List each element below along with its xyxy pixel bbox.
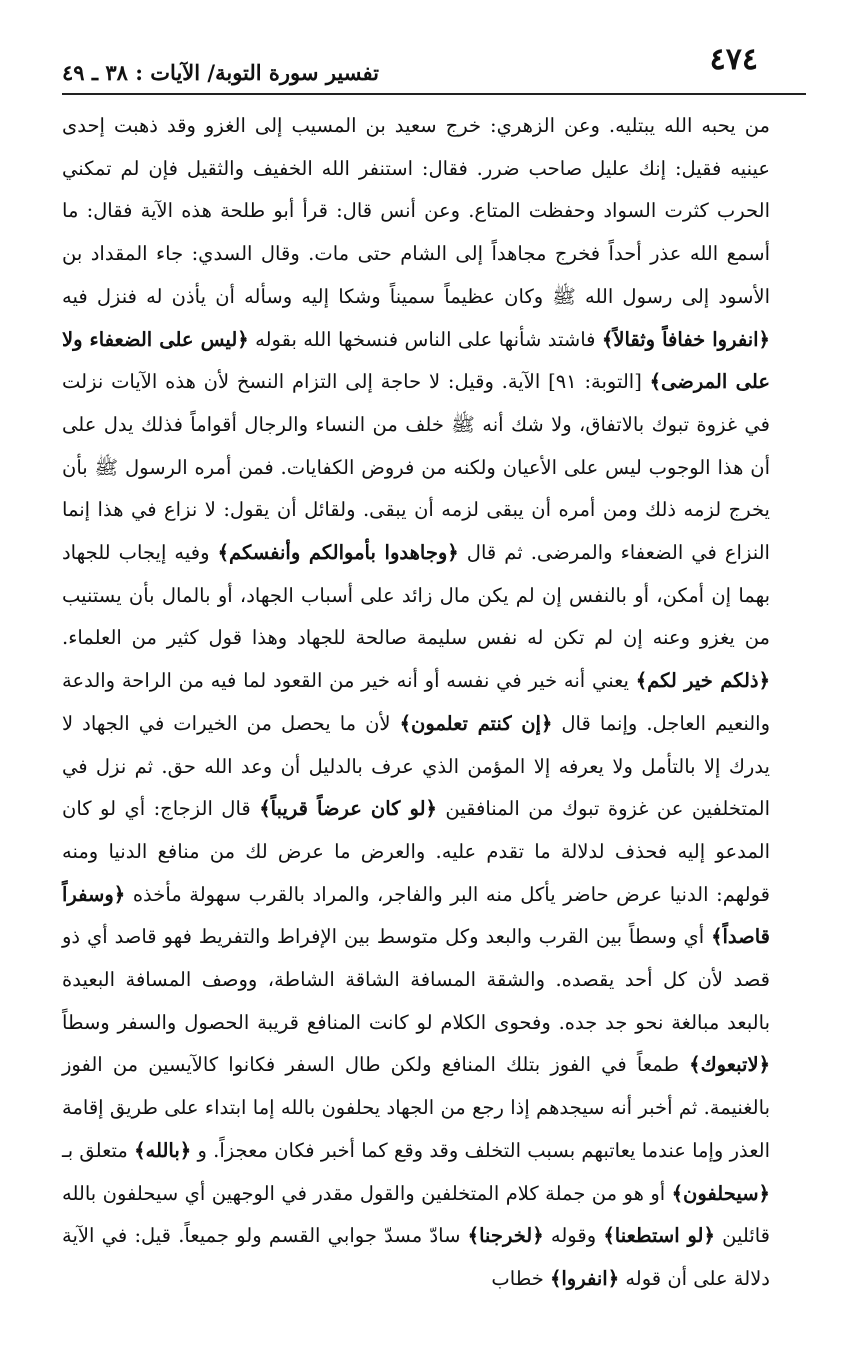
quran-quote: ﴿لو كان عرضاً قريباً﴾ <box>259 797 437 821</box>
header-divider <box>62 93 806 95</box>
quran-quote: ﴿انفروا﴾ <box>549 1266 620 1290</box>
page-number: ٤٧٤ <box>709 42 758 77</box>
text-segment: وفيه إيجاب للجهاد بهما إن أمكن، أو بالنفس إن لم يكن مال زائد على أسباب الجهاد، أو بالمال بأن يستنيب من يغزو وعنه إن لم تكن له نفس سليمة صالحة للجهاد وهذا قول كثير من العلماء. <box>62 541 770 650</box>
running-title: تفسير سورة التوبة/ الآيات : ٣٨ ـ ٤٩ <box>62 60 379 85</box>
text-segment: أو هو من جملة كلام المتخلفين والقول مقدر في الوجهين أي سيحلفون بالله قائلين <box>62 1181 771 1248</box>
text-segment: خطاب <box>491 1266 550 1290</box>
text-segment: فاشتد شأنها على الناس فنسخها الله بقوله <box>248 327 602 351</box>
text-segment: طمعاً في الفوز بتلك المنافع ولكن طال السفر فكانوا كالآيسين من الفوز بالغنيمة. ثم أخبر أنه سيجدهم إذا رجع من الجهاد يحلفون بالله إما ابتداء على طريق إقامة العذر وإما عندما يعاتبهم بسبب التخلف وقد وقع كما أخبر فكان معجزاً. و <box>62 1053 771 1162</box>
quran-quote: ﴿إن كنتم تعلمون﴾ <box>399 711 553 735</box>
quran-quote: ﴿ليس على الضعفاء ولا على المرضى﴾ <box>62 327 770 394</box>
quran-quote: ﴿وسفراً قاصداً﴾ <box>62 882 770 949</box>
quran-quote: ﴿ذلكم خير لكم﴾ <box>635 669 770 693</box>
quran-quote: ﴿بالله﴾ <box>134 1138 192 1162</box>
quran-quote: ﴿سيحلفون﴾ <box>671 1181 770 1205</box>
text-segment: سادّ مسدّ جوابي القسم ولو جميعاً. قيل: في الآية دلالة على أن قوله <box>62 1224 770 1290</box>
text-segment: وقوله <box>543 1224 604 1248</box>
text-segment: لأن ما يحصل من الخيرات في الجهاد لا يدرك إلا بالتأمل ولا يعرفه إلا المؤمن الذي عرف بالدليل أن وعد الله حق. ثم نزل في المتخلفين عن غزوة تبوك من المنافقين <box>62 711 770 821</box>
text-segment: [التوبة: ٩١] الآية. وقيل: لا حاجة إلى التزام النسخ لأن هذه الآيات نزلت في غزوة تبوك بالاتفاق، ولا شك أنه ﷺ خلف من النساء والرجال أقواماً فذلك يدل على أن هذا الوجوب ليس على الأعيان ولكنه من فروض الكفايات. فمن أمره الرسول ﷺ بأن يخرج لزمه ذلك ومن أمره أن يبقى لزمه أن يبقى. ولقائل أن يقول: لا نزاع في هذا إنما النزاع في الضعفاء والمرضى. ثم قال <box>62 370 770 565</box>
quran-quote: ﴿لو استطعنا﴾ <box>603 1224 715 1248</box>
text-segment: من يحبه الله يبتليه. وعن الزهري: خرج سعيد بن المسيب إلى الغزو وقد ذهبت إحدى عينيه فقيل: إنك عليل صاحب ضرر. فقال: استنفر الله الخفيف والثقيل فإن لم تمكني الحرب كثرت السواد وحفظت المتاع. وعن أنس قال: قرأ أبو طلحة هذه الآية فقال: ما أسمع الله عذر أحداً فخرج مجاهداً إلى الشام حتى مات. وقال السدي: جاء المقداد بن الأسود إلى رسول الله ﷺ وكان عظيماً سميناً وشكا إليه وسأله أن يأذن له فنزل فيه <box>62 114 770 308</box>
text-segment: متعلق بـ <box>62 1138 135 1162</box>
text-segment: أي وسطاً بين القرب والبعد وكل متوسط بين الإفراط والتفريط فهو قاصد أي ذو قصد لأن كل أحد يقصده. والشقة المسافة الشاقة الشاطة، ووصف المسافة البعيدة بالبعد مبالغة نحو جد جده. وفحوى الكلام لو كانت المنافع قريبة الحصول والسفر وسطاً <box>62 925 770 1034</box>
quran-quote: ﴿وجاهدوا بأموالكم وأنفسكم﴾ <box>217 541 459 565</box>
text-segment: قال الزجاج: أي لو كان المدعو إليه فحذف لدلالة ما تقدم عليه. والعرض ما عرض لك من منافع الدنيا ومنه قولهم: الدنيا عرض حاضر يأكل منه البر والفاجر، والمراد بالقرب سهولة مأخذه <box>62 797 770 906</box>
text-segment: يعني أنه خير في نفسه أو أنه خير من القعود لما فيه من الراحة والدعة والنعيم العاجل. وإنما قال <box>62 669 771 735</box>
quran-quote: ﴿انفروا خفافاً وثقالاً﴾ <box>601 327 770 351</box>
quran-quote: ﴿لاتبعوك﴾ <box>689 1053 770 1077</box>
body-text <box>62 105 770 1301</box>
body-paragraph <box>62 105 770 1301</box>
page-header <box>62 40 758 90</box>
quran-quote: ﴿لخرجنا﴾ <box>467 1224 544 1248</box>
